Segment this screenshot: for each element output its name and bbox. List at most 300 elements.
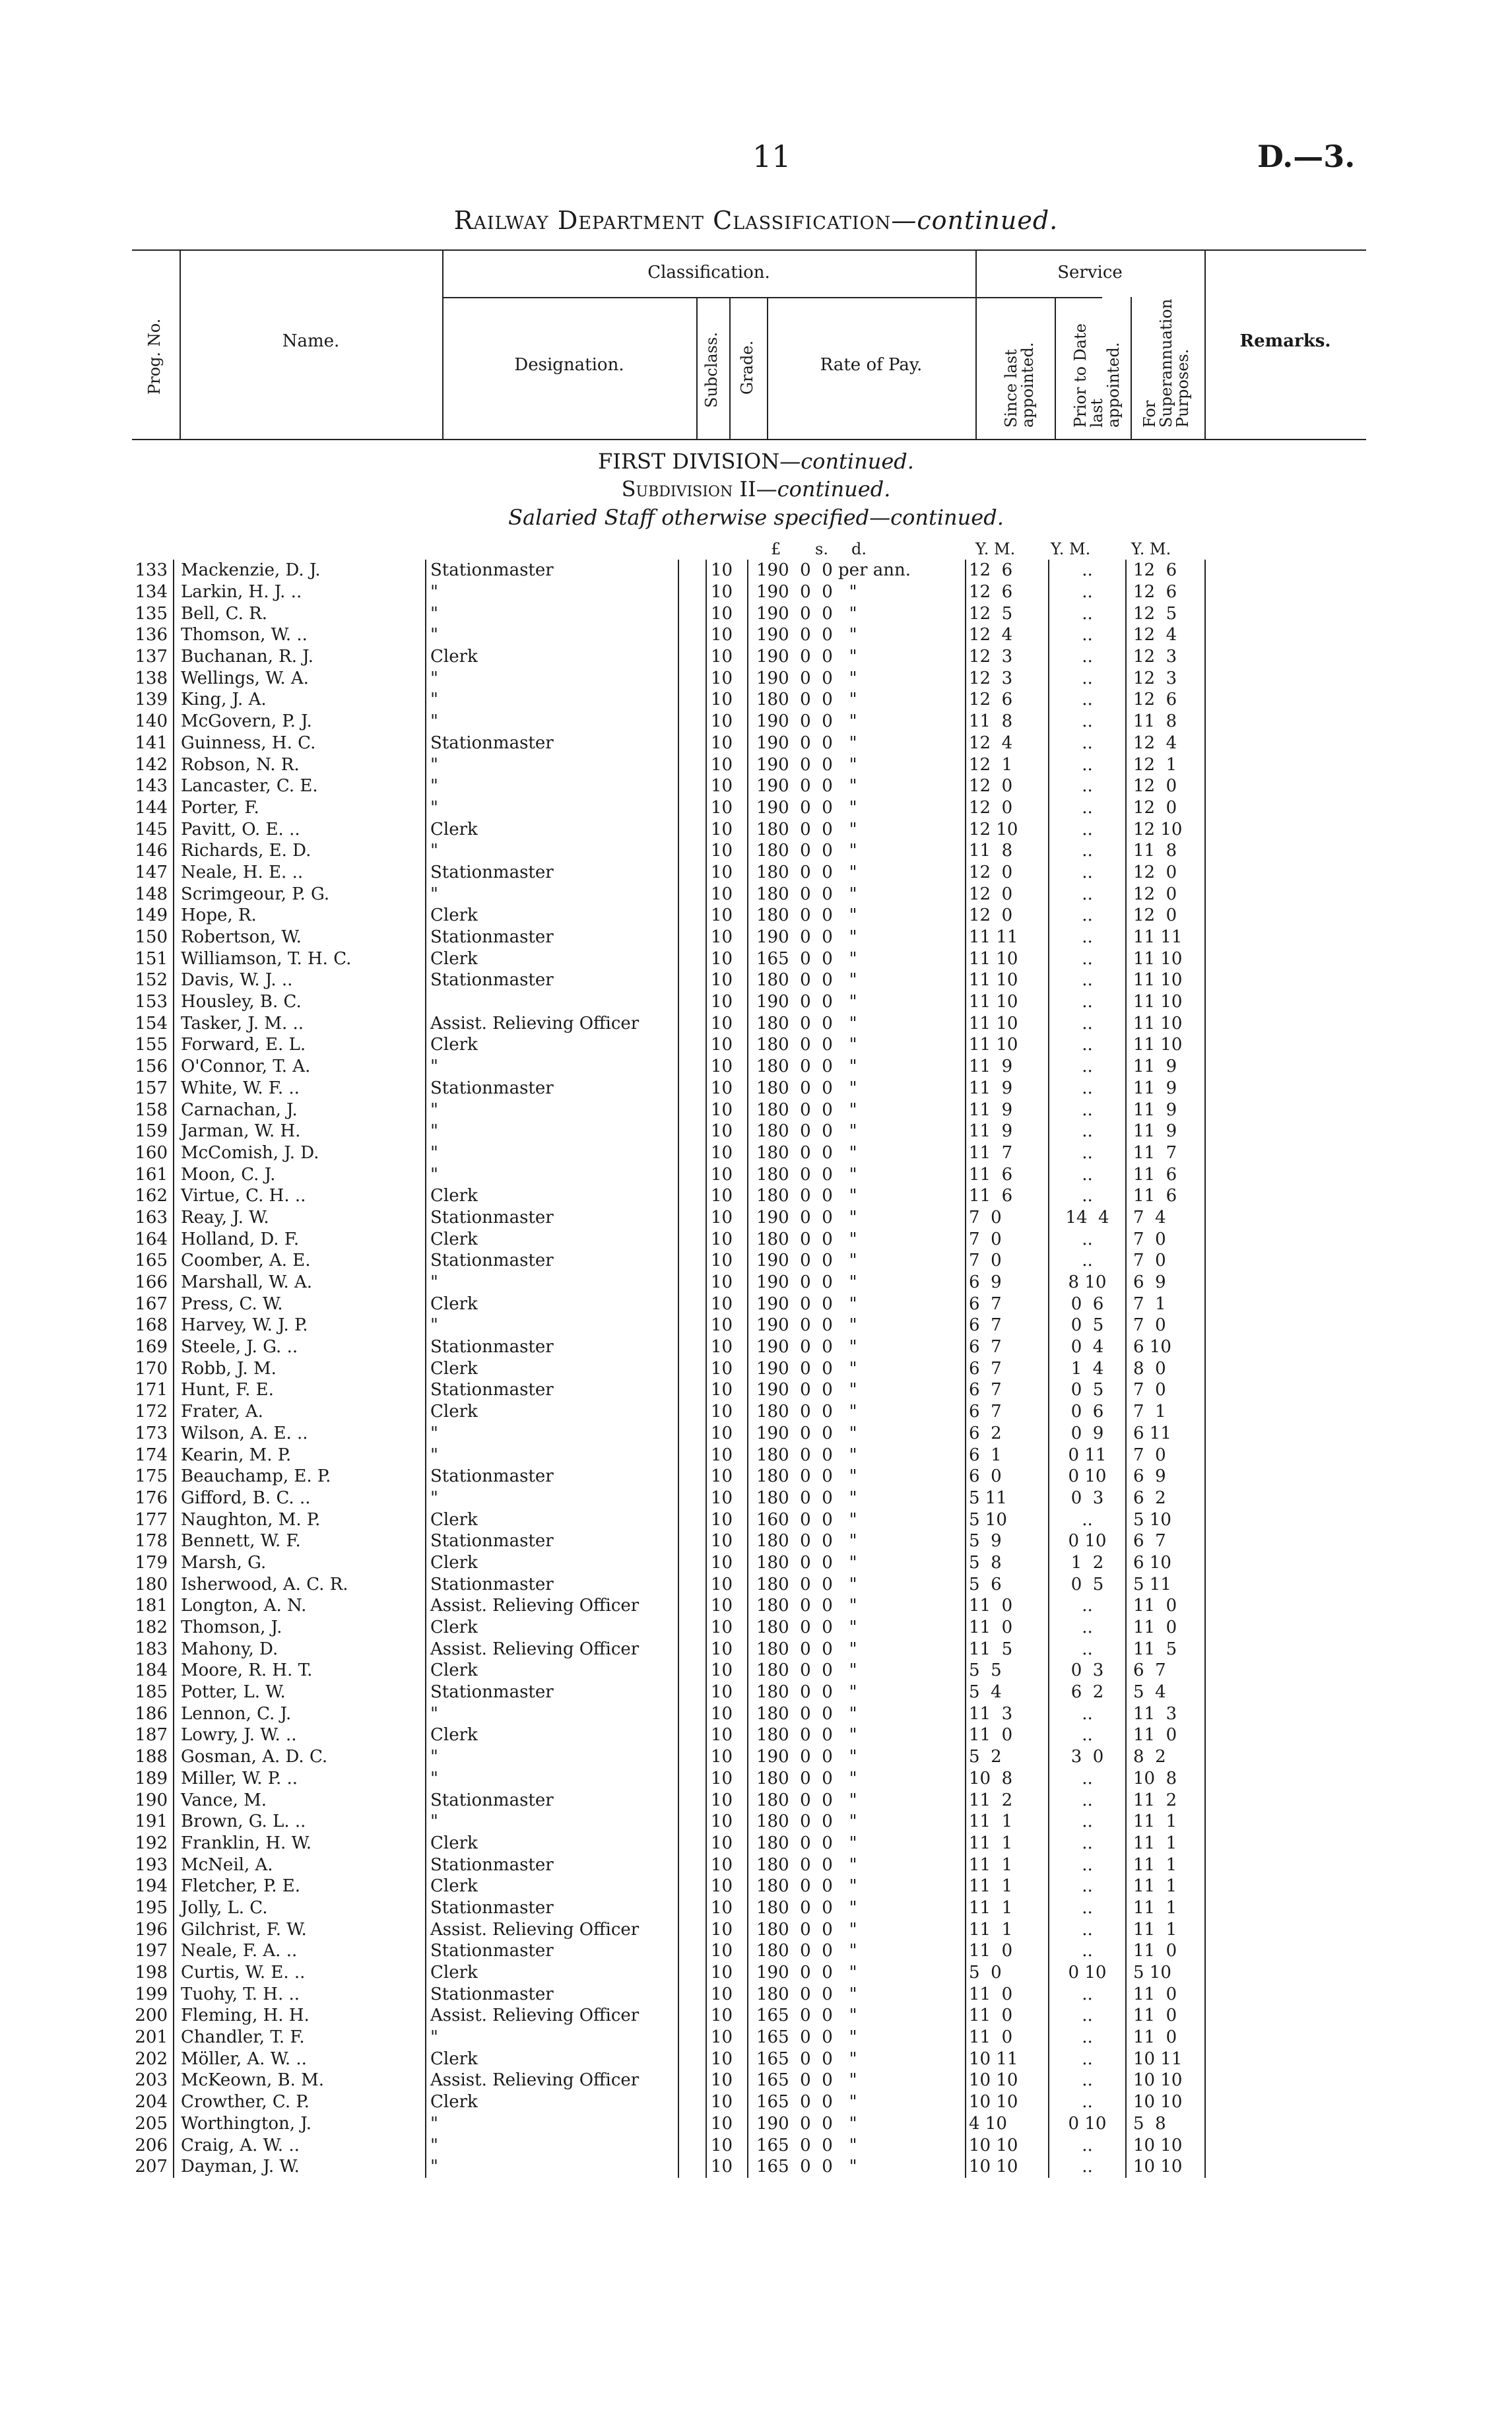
subclass <box>678 1897 706 1919</box>
staff-name: King, J. A. <box>174 689 426 711</box>
subclass <box>678 1012 706 1034</box>
service-since-appointed: 5 0 <box>966 1962 1049 1984</box>
grade: 10 <box>706 991 748 1013</box>
designation: " <box>426 711 678 733</box>
superannuation-service: 6 7 <box>1126 1530 1205 1552</box>
rate-of-pay: 180 0 0 " <box>748 1854 966 1876</box>
service-since-appointed: 6 7 <box>966 1315 1049 1336</box>
designation: Clerk <box>426 1185 678 1207</box>
table-row <box>127 2134 1205 2156</box>
grade: 10 <box>706 1746 748 1768</box>
subclass <box>678 603 706 624</box>
rate-of-pay: 190 0 0 " <box>748 1293 966 1315</box>
table-row <box>127 1336 1205 1358</box>
rate-of-pay: 180 0 0 " <box>748 1185 966 1207</box>
rate-of-pay: 180 0 0 " <box>748 1099 966 1121</box>
subclass <box>678 1228 706 1250</box>
table-row <box>127 905 1205 927</box>
grade: 10 <box>706 1228 748 1250</box>
table-row <box>127 1272 1205 1294</box>
table-row <box>127 1358 1205 1379</box>
grade: 10 <box>706 581 748 603</box>
grade: 10 <box>706 1207 748 1229</box>
service-since-appointed: 12 3 <box>966 667 1049 689</box>
table-row <box>127 1379 1205 1401</box>
superannuation-service: 11 1 <box>1126 1876 1205 1897</box>
table-row <box>127 1012 1205 1034</box>
subclass <box>678 754 706 775</box>
prog-number: 188 <box>135 1747 168 1767</box>
staff-name: Press, C. W. <box>174 1293 426 1315</box>
service-since-appointed: 11 1 <box>966 1811 1049 1833</box>
grade: 10 <box>706 1012 748 1034</box>
prog-number: 152 <box>135 970 168 991</box>
designation: Clerk <box>426 646 678 668</box>
subclass <box>678 1789 706 1811</box>
prog-number: 136 <box>135 625 168 645</box>
grade: 10 <box>706 775 748 797</box>
prog-number: 153 <box>135 992 168 1012</box>
prog-number: 146 <box>135 841 168 861</box>
staff-name: Virtue, C. H. .. <box>174 1185 426 1207</box>
staff-name: Marsh, G. <box>174 1552 426 1574</box>
subclass <box>678 1488 706 1509</box>
subclass <box>678 927 706 948</box>
superannuation-service: 11 0 <box>1126 1724 1205 1746</box>
staff-name: Mahony, D. <box>174 1638 426 1660</box>
rate-of-pay: 180 0 0 " <box>748 1034 966 1056</box>
superannuation-service: 11 9 <box>1126 1056 1205 1078</box>
service-prior: .. <box>1049 1703 1126 1724</box>
designation: Stationmaster <box>426 862 678 884</box>
service-since-appointed: 11 0 <box>966 1983 1049 2005</box>
grade: 10 <box>706 689 748 711</box>
prog-number: 206 <box>135 2135 168 2155</box>
grade: 10 <box>706 1811 748 1833</box>
prog-number: 144 <box>135 797 168 818</box>
grade: 10 <box>706 646 748 668</box>
grade: 10 <box>706 1962 748 1984</box>
grade: 10 <box>706 1466 748 1488</box>
subdivision-title: Subdivision II <box>621 476 756 502</box>
rate-of-pay: 190 0 0 " <box>748 646 966 668</box>
grade: 10 <box>706 1638 748 1660</box>
table-row <box>127 1250 1205 1272</box>
designation: " <box>426 2113 678 2135</box>
prog-number: 170 <box>135 1358 168 1379</box>
grade: 10 <box>706 1250 748 1272</box>
prog-number: 149 <box>135 905 168 926</box>
staff-name: Lancaster, C. E. <box>174 775 426 797</box>
rate-of-pay: 180 0 0 " <box>748 1660 966 1682</box>
service-since-appointed: 11 1 <box>966 1918 1049 1940</box>
designation: " <box>426 1121 678 1142</box>
subclass <box>678 1315 706 1336</box>
designation: " <box>426 667 678 689</box>
service-prior: .. <box>1049 991 1126 1013</box>
service-prior: .. <box>1049 1918 1126 1940</box>
service-since-appointed: 12 4 <box>966 624 1049 646</box>
superannuation-service: 5 10 <box>1126 1509 1205 1530</box>
prog-number: 181 <box>135 1596 168 1616</box>
grade: 10 <box>706 2048 748 2070</box>
grade: 10 <box>706 1121 748 1142</box>
designation: Clerk <box>426 948 678 969</box>
table-row <box>127 969 1205 991</box>
staff-name: White, W. F. .. <box>174 1078 426 1099</box>
service-since-appointed: 7 0 <box>966 1228 1049 1250</box>
subclass <box>678 1379 706 1401</box>
subclass <box>678 1423 706 1445</box>
table-row <box>127 883 1205 905</box>
grade: 10 <box>706 797 748 819</box>
prog-number: 174 <box>135 1445 168 1465</box>
superannuation-service: 5 8 <box>1126 2113 1205 2135</box>
service-prior: .. <box>1049 667 1126 689</box>
designation: Clerk <box>426 1962 678 1984</box>
superannuation-service: 11 8 <box>1126 711 1205 733</box>
service-since-appointed: 6 2 <box>966 1423 1049 1445</box>
superannuation-service: 11 3 <box>1126 1703 1205 1724</box>
service-prior: 0 6 <box>1049 1401 1126 1423</box>
rate-of-pay: 190 0 0 " <box>748 1272 966 1294</box>
table-row <box>127 1163 1205 1185</box>
prog-number: 194 <box>135 1876 168 1897</box>
designation: Clerk <box>426 2091 678 2113</box>
staff-name: Neale, F. A. .. <box>174 1940 426 1962</box>
staff-name: Jarman, W. H. <box>174 1121 426 1142</box>
staff-name: Robertson, W. <box>174 927 426 948</box>
service-prior: .. <box>1049 883 1126 905</box>
grade: 10 <box>706 1272 748 1294</box>
grade: 10 <box>706 840 748 862</box>
subclass <box>678 948 706 969</box>
table-row <box>127 1466 1205 1488</box>
staff-name: Lowry, J. W. .. <box>174 1724 426 1746</box>
staff-name: Jolly, L. C. <box>174 1897 426 1919</box>
superannuation-service: 8 0 <box>1126 1358 1205 1379</box>
subclass <box>678 1358 706 1379</box>
table-row <box>127 1185 1205 1207</box>
staff-name: Davis, W. J. .. <box>174 969 426 991</box>
prog-number: 172 <box>135 1402 168 1422</box>
staff-name: Wilson, A. E. .. <box>174 1423 426 1445</box>
prog-number: 163 <box>135 1207 168 1228</box>
staff-name: O'Connor, T. A. <box>174 1056 426 1078</box>
staff-name: Buchanan, R. J. <box>174 646 426 668</box>
rate-of-pay: 180 0 0 " <box>748 1897 966 1919</box>
table-row <box>127 1811 1205 1833</box>
subclass <box>678 1509 706 1530</box>
subclass <box>678 2091 706 2113</box>
service-since-appointed: 11 10 <box>966 1012 1049 1034</box>
grade: 10 <box>706 1379 748 1401</box>
table-row <box>127 1293 1205 1315</box>
rate-of-pay: 180 0 0 " <box>748 1682 966 1703</box>
staff-name: Thomson, J. <box>174 1617 426 1639</box>
rate-of-pay: 180 0 0 " <box>748 1444 966 1466</box>
designation: " <box>426 1315 678 1336</box>
prog-number: 186 <box>135 1703 168 1724</box>
superannuation-service: 11 1 <box>1126 1897 1205 1919</box>
service-since-appointed: 12 6 <box>966 689 1049 711</box>
grade: 10 <box>706 1444 748 1466</box>
rate-of-pay: 190 0 0 " <box>748 754 966 775</box>
table-row <box>127 1444 1205 1466</box>
rate-of-pay: 190 0 0 " <box>748 1250 966 1272</box>
rate-of-pay: 180 0 0 " <box>748 1595 966 1617</box>
prog-number: 171 <box>135 1380 168 1400</box>
rate-of-pay: 190 0 0 " <box>748 1746 966 1768</box>
grade: 10 <box>706 2070 748 2091</box>
subclass <box>678 1142 706 1164</box>
superannuation-service: 11 10 <box>1126 948 1205 969</box>
staff-name: Gilchrist, F. W. <box>174 1918 426 1940</box>
designation: " <box>426 603 678 624</box>
service-since-appointed: 6 7 <box>966 1293 1049 1315</box>
service-since-appointed: 11 9 <box>966 1078 1049 1099</box>
table-row <box>127 1768 1205 1790</box>
prog-number: 147 <box>135 862 168 882</box>
staff-name: McNeil, A. <box>174 1854 426 1876</box>
service-since-appointed: 6 7 <box>966 1401 1049 1423</box>
designation: Clerk <box>426 1833 678 1854</box>
staff-name: Carnachan, J. <box>174 1099 426 1121</box>
table-row <box>127 818 1205 840</box>
superannuation-service: 12 5 <box>1126 603 1205 624</box>
designation: " <box>426 624 678 646</box>
title-main: Railway Department Classification <box>453 206 892 235</box>
designation: " <box>426 2134 678 2156</box>
service-prior: 0 11 <box>1049 1444 1126 1466</box>
subclass <box>678 2070 706 2091</box>
table-row <box>127 927 1205 948</box>
superannuation-service: 12 0 <box>1126 905 1205 927</box>
superannuation-service: 11 0 <box>1126 2005 1205 2027</box>
prog-number: 138 <box>135 668 168 688</box>
service-since-appointed: 6 7 <box>966 1379 1049 1401</box>
designation: " <box>426 1142 678 1164</box>
prog-number: 197 <box>135 1941 168 1961</box>
superannuation-service: 10 10 <box>1126 2156 1205 2178</box>
prog-number: 184 <box>135 1660 168 1681</box>
service-since-appointed: 11 9 <box>966 1121 1049 1142</box>
grade: 10 <box>706 1595 748 1617</box>
service-prior: .. <box>1049 1056 1126 1078</box>
superannuation-service: 6 7 <box>1126 1660 1205 1682</box>
staff-name: Fleming, H. H. <box>174 2005 426 2027</box>
designation: Clerk <box>426 818 678 840</box>
grade: 10 <box>706 603 748 624</box>
service-since-appointed: 12 0 <box>966 905 1049 927</box>
rate-of-pay: 190 0 0 " <box>748 797 966 819</box>
designation: Assist. Relieving Officer <box>426 2070 678 2091</box>
rate-of-pay: 180 0 0 " <box>748 1530 966 1552</box>
table-row <box>127 2027 1205 2048</box>
subclass <box>678 1185 706 1207</box>
staff-name: Potter, L. W. <box>174 1682 426 1703</box>
prog-number: 193 <box>135 1854 168 1875</box>
unit-since: Y. M. <box>975 540 1016 558</box>
superannuation-service: 6 9 <box>1126 1466 1205 1488</box>
subclass <box>678 1833 706 1854</box>
subclass <box>678 1444 706 1466</box>
rate-of-pay: 180 0 0 " <box>748 905 966 927</box>
prog-number: 176 <box>135 1488 168 1508</box>
table-row <box>127 1573 1205 1595</box>
service-prior: 0 6 <box>1049 1293 1126 1315</box>
rate-of-pay: 190 0 0 " <box>748 603 966 624</box>
prog-number: 182 <box>135 1618 168 1638</box>
service-since-appointed: 12 0 <box>966 862 1049 884</box>
superannuation-service: 6 11 <box>1126 1423 1205 1445</box>
subclass <box>678 1876 706 1897</box>
grade: 10 <box>706 1293 748 1315</box>
service-since-appointed: 11 6 <box>966 1185 1049 1207</box>
staff-name: Richards, E. D. <box>174 840 426 862</box>
service-since-appointed: 6 0 <box>966 1466 1049 1488</box>
service-since-appointed: 12 6 <box>966 581 1049 603</box>
prog-number: 160 <box>135 1142 168 1163</box>
service-prior: .. <box>1049 1789 1126 1811</box>
subdivision-continued: —continued. <box>756 476 891 502</box>
grade: 10 <box>706 1488 748 1509</box>
designation: Stationmaster <box>426 1897 678 1919</box>
service-prior: 0 5 <box>1049 1379 1126 1401</box>
table-row <box>127 733 1205 754</box>
superannuation-service: 11 8 <box>1126 840 1205 862</box>
rate-of-pay: 165 0 0 " <box>748 2027 966 2048</box>
rate-of-pay: 180 0 0 " <box>748 1638 966 1660</box>
staff-name: Harvey, W. J. P. <box>174 1315 426 1336</box>
service-since-appointed: 10 8 <box>966 1768 1049 1790</box>
subclass <box>678 1983 706 2005</box>
superannuation-service: 12 0 <box>1126 862 1205 884</box>
document-reference: D.—3. <box>1257 139 1356 174</box>
subclass <box>678 1768 706 1790</box>
grade: 10 <box>706 560 748 581</box>
designation: Clerk <box>426 1876 678 1897</box>
rate-of-pay: 160 0 0 " <box>748 1509 966 1530</box>
table-row <box>127 1660 1205 1682</box>
rate-of-pay: 180 0 0 " <box>748 818 966 840</box>
division-continued: —continued. <box>779 449 914 474</box>
staff-name: Tuohy, T. H. .. <box>174 1983 426 2005</box>
prog-number: 148 <box>135 884 168 904</box>
service-since-appointed: 11 9 <box>966 1056 1049 1078</box>
grade: 10 <box>706 1185 748 1207</box>
superannuation-service: 12 3 <box>1126 646 1205 668</box>
service-since-appointed: 5 6 <box>966 1573 1049 1595</box>
table-row <box>127 624 1205 646</box>
service-since-appointed: 5 5 <box>966 1660 1049 1682</box>
table-row <box>127 689 1205 711</box>
table-row <box>127 1940 1205 1962</box>
designation: " <box>426 775 678 797</box>
prog-number: 169 <box>135 1337 168 1358</box>
designation: Stationmaster <box>426 560 678 581</box>
subclass <box>678 1272 706 1294</box>
designation: " <box>426 754 678 775</box>
designation: " <box>426 689 678 711</box>
superannuation-service: 6 9 <box>1126 1272 1205 1294</box>
table-row <box>127 862 1205 884</box>
rate-of-pay: 190 0 0 " <box>748 1423 966 1445</box>
service-since-appointed: 11 0 <box>966 1940 1049 1962</box>
service-prior: .. <box>1049 1833 1126 1854</box>
prog-number: 154 <box>135 1013 168 1033</box>
service-since-appointed: 5 8 <box>966 1552 1049 1574</box>
table-row <box>127 2048 1205 2070</box>
service-prior: .. <box>1049 2091 1126 2113</box>
prog-number: 201 <box>135 2027 168 2048</box>
rate-of-pay: 190 0 0 " <box>748 775 966 797</box>
designation <box>426 991 678 1013</box>
designation: Clerk <box>426 2048 678 2070</box>
staff-name: Thomson, W. .. <box>174 624 426 646</box>
prog-number: 175 <box>135 1466 168 1487</box>
designation: Stationmaster <box>426 1207 678 1229</box>
col-name: Name. <box>282 331 340 351</box>
superannuation-service: 11 0 <box>1126 1617 1205 1639</box>
prog-number: 156 <box>135 1057 168 1077</box>
rate-of-pay: 190 0 0 " <box>748 711 966 733</box>
subclass <box>678 840 706 862</box>
table-row <box>127 711 1205 733</box>
service-since-appointed: 12 10 <box>966 818 1049 840</box>
rate-of-pay: 180 0 0 " <box>748 1056 966 1078</box>
rate-of-pay: 190 0 0 " <box>748 1207 966 1229</box>
service-prior: 0 3 <box>1049 1488 1126 1509</box>
table-row <box>127 581 1205 603</box>
rate-of-pay: 165 0 0 " <box>748 2048 966 2070</box>
service-prior: .. <box>1049 905 1126 927</box>
rate-of-pay: 180 0 0 " <box>748 1940 966 1962</box>
superannuation-service: 7 0 <box>1126 1444 1205 1466</box>
service-prior: 0 4 <box>1049 1336 1126 1358</box>
service-since-appointed: 7 0 <box>966 1207 1049 1229</box>
superannuation-service: 12 0 <box>1126 775 1205 797</box>
grade: 10 <box>706 711 748 733</box>
superannuation-service: 11 2 <box>1126 1789 1205 1811</box>
subclass <box>678 1336 706 1358</box>
superannuation-service: 7 1 <box>1126 1293 1205 1315</box>
grade: 10 <box>706 1078 748 1099</box>
designation: Stationmaster <box>426 1078 678 1099</box>
staff-name: Brown, G. L. .. <box>174 1811 426 1833</box>
unit-pence: d. <box>851 540 867 558</box>
superannuation-service: 6 10 <box>1126 1336 1205 1358</box>
service-prior: .. <box>1049 2134 1126 2156</box>
service-since-appointed: 11 0 <box>966 1617 1049 1639</box>
service-prior: .. <box>1049 2156 1126 2178</box>
subclass <box>678 2134 706 2156</box>
service-prior: 0 5 <box>1049 1315 1126 1336</box>
superannuation-service: 11 7 <box>1126 1142 1205 1164</box>
designation: Clerk <box>426 1034 678 1056</box>
rate-of-pay: 190 0 0 " <box>748 1336 966 1358</box>
table-row <box>127 560 1205 581</box>
col-service: Service <box>1057 263 1123 282</box>
grade: 10 <box>706 862 748 884</box>
subclass <box>678 775 706 797</box>
subclass <box>678 862 706 884</box>
superannuation-service: 11 0 <box>1126 2027 1205 2048</box>
staff-name: Forward, E. L. <box>174 1034 426 1056</box>
rate-of-pay: 180 0 0 " <box>748 1983 966 2005</box>
service-prior: .. <box>1049 1099 1126 1121</box>
subclass <box>678 2156 706 2178</box>
